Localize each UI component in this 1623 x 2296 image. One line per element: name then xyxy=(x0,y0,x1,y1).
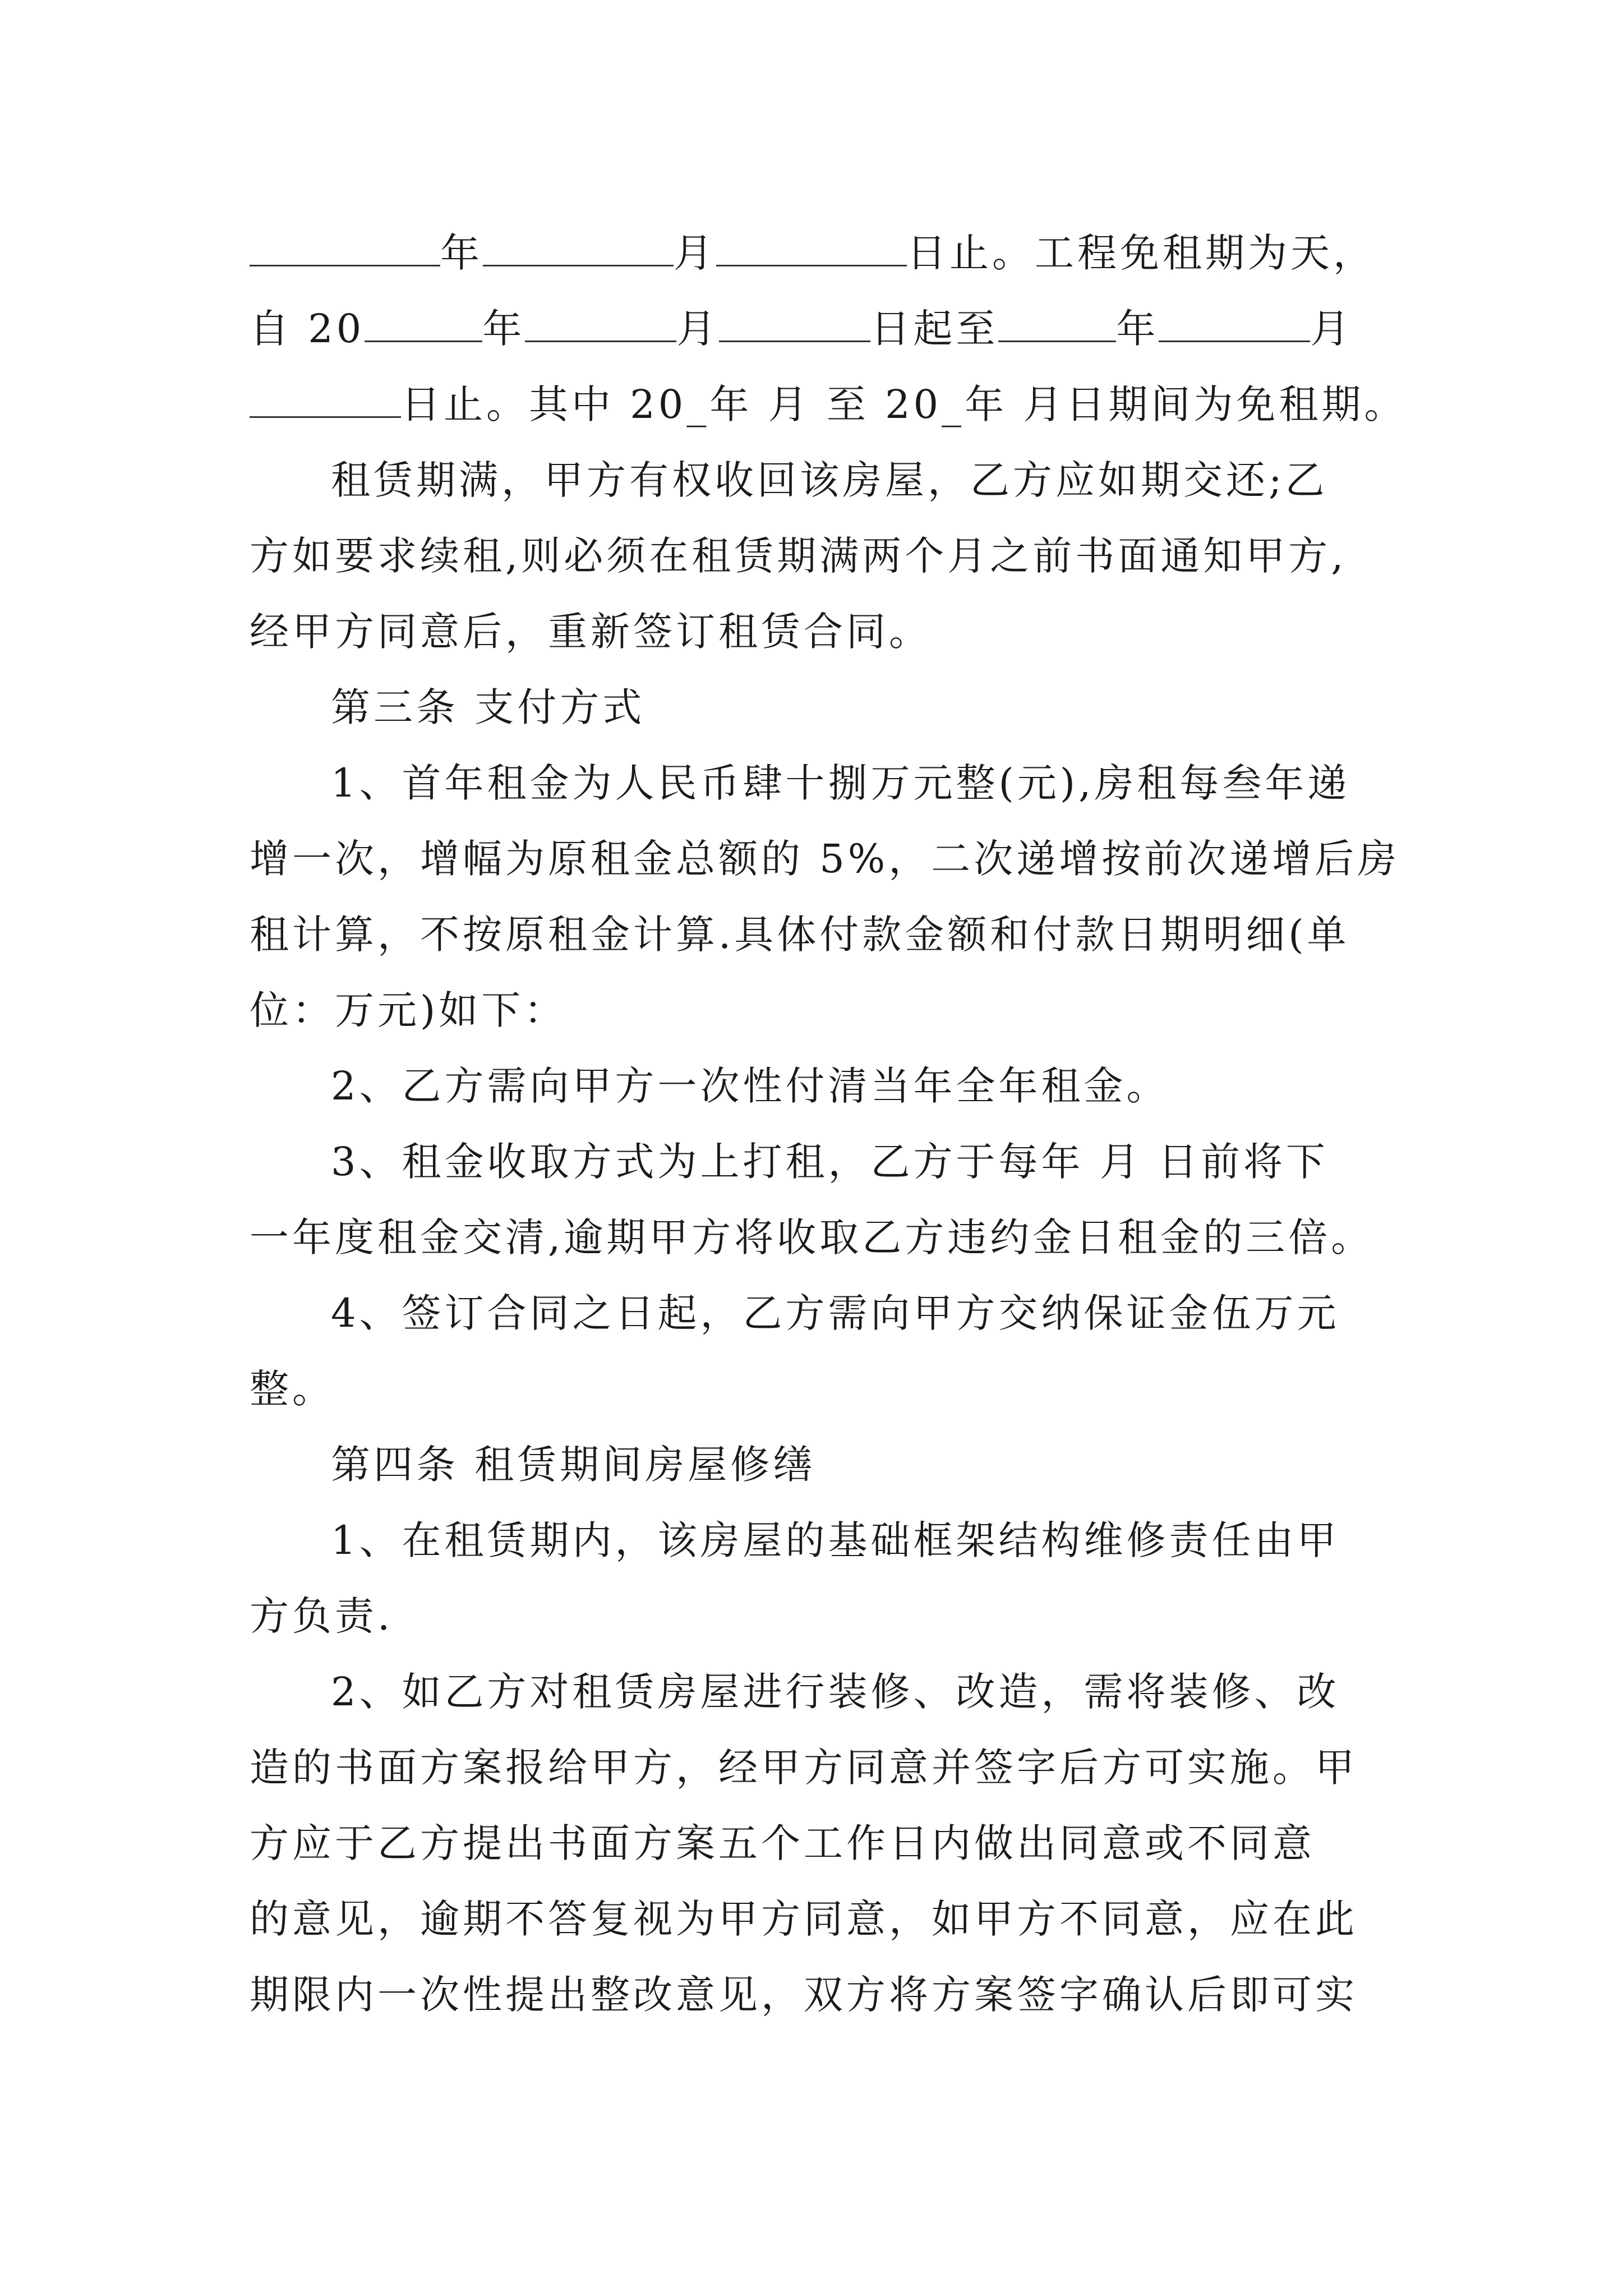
paragraph-line: 4、签订合同之日起，乙方需向甲方交纳保证金伍万元 xyxy=(331,1290,1340,1336)
paragraph-line: 2、如乙方对租赁房屋进行装修、改造，需将装修、改 xyxy=(331,1669,1340,1715)
text-fragment: 月 xyxy=(674,230,716,276)
text-fragment: 日止。其中 20_年 月 至 20_年 月日期间为免租期。 xyxy=(401,381,1407,427)
paragraph-line: 增一次，增幅为原租金总额的 5%，二次递增按前次递增后房 xyxy=(250,836,1400,882)
text-fragment: 月 xyxy=(1310,306,1353,352)
blank-field xyxy=(525,305,676,342)
date-line-3 xyxy=(250,367,1407,443)
paragraph-line: 3、租金收取方式为上打租，乙方于每年 月 日前将下 xyxy=(331,1139,1329,1185)
article-3-heading: 第三条 支付方式 xyxy=(331,684,645,730)
text-fragment: 日止。工程免租期为天， xyxy=(907,230,1376,276)
blank-field xyxy=(719,305,870,342)
text-fragment: 日起至 xyxy=(870,306,999,352)
blank-field xyxy=(250,229,440,266)
contract-text xyxy=(250,215,1407,2033)
article-4-heading: 第四条 租赁期间房屋修缮 xyxy=(331,1442,816,1488)
paragraph-line: 1、在租赁期内，该房屋的基础框架结构维修责任由甲 xyxy=(331,1517,1340,1563)
text-fragment: 年 xyxy=(440,230,483,276)
paragraph-line: 方如要求续租,则必须在租赁期满两个月之前书面通知甲方, xyxy=(250,533,1347,579)
blank-field xyxy=(250,380,401,418)
blank-field xyxy=(1159,305,1310,342)
paragraph-line: 整。 xyxy=(250,1366,335,1412)
paragraph-line: 位：万元)如下： xyxy=(250,987,567,1033)
paragraph-line: 造的书面方案报给甲方，经甲方同意并签字后方可实施。甲 xyxy=(250,1745,1358,1791)
text-fragment: 自 20 xyxy=(250,306,365,352)
paragraph-line: 2、乙方需向甲方一次性付清当年全年租金。 xyxy=(331,1063,1169,1109)
blank-field xyxy=(365,305,482,342)
paragraph-line: 租赁期满，甲方有权收回该房屋，乙方应如期交还;乙 xyxy=(331,457,1328,503)
paragraph-line: 经甲方同意后，重新签订租赁合同。 xyxy=(250,609,932,655)
blank-field xyxy=(998,305,1116,342)
paragraph-line: 方负责. xyxy=(250,1593,394,1639)
paragraph-line: 1、首年租金为人民币肆十捌万元整(元),房租每叁年递 xyxy=(331,760,1350,806)
text-fragment: 年 xyxy=(482,306,525,352)
text-fragment: 年 xyxy=(1116,306,1159,352)
paragraph-line: 期限内一次性提出整改意见，双方将方案签字确认后即可实 xyxy=(250,1972,1358,2018)
text-fragment: 月 xyxy=(676,306,720,352)
paragraph-line: 一年度租金交清,逾期甲方将收取乙方违约金日租金的三倍。 xyxy=(250,1214,1374,1260)
paragraph-line: 方应于乙方提出书面方案五个工作日内做出同意或不同意 xyxy=(250,1820,1315,1866)
date-line-2 xyxy=(250,291,1385,367)
paragraph-line: 租计算，不按原租金计算.具体付款金额和付款日期明细(单 xyxy=(250,912,1350,958)
date-line-1 xyxy=(250,215,1385,291)
paragraph-line: 的意见，逾期不答复视为甲方同意，如甲方不同意，应在此 xyxy=(250,1896,1358,1942)
blank-field xyxy=(483,229,674,266)
blank-field xyxy=(716,229,907,266)
